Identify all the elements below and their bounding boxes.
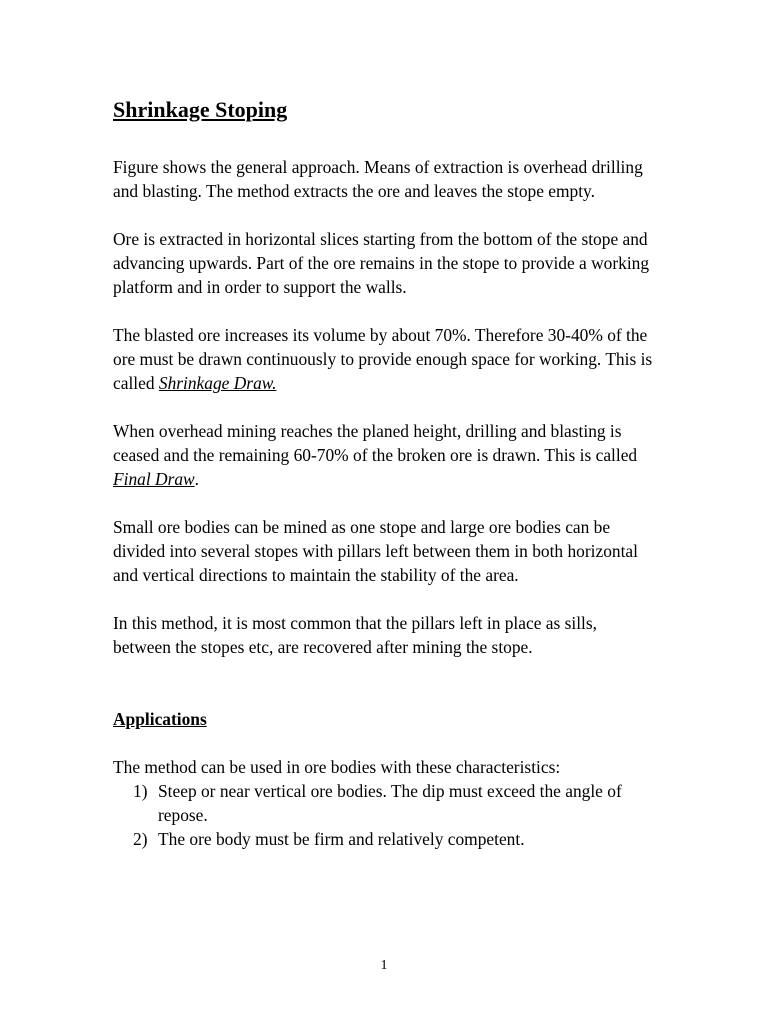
document-page <box>113 96 658 851</box>
list-item <box>113 827 658 851</box>
list-item-text: The ore body must be firm and relatively competent. <box>158 829 525 849</box>
paragraph-final-draw <box>113 419 658 491</box>
paragraph-ore-bodies: Small ore bodies can be mined as one stope and large ore bodies can be divided into several stopes with pillars left between them in both horizontal and vertical directions to maintain the stability of the area. <box>113 517 638 585</box>
paragraph-shrinkage-draw <box>113 323 658 395</box>
page-number: 1 <box>380 958 388 973</box>
paragraph-text: When overhead mining reaches the planed height, drilling and blasting is ceased and the remaining 60-70% of the broken ore is drawn. This is called <box>113 421 638 465</box>
paragraph-slices: Ore is extracted in horizontal slices starting from the bottom of the stope and advancing upwards. Part of the ore remains in the stope to provide a working platform and in order to support the walls. <box>113 229 650 297</box>
applications-list <box>113 779 658 851</box>
final-draw-link[interactable]: Final Draw <box>113 469 195 489</box>
paragraph-text-end: . <box>194 469 200 489</box>
list-item <box>113 779 658 827</box>
paragraph-text: The blasted ore increases its volume by about 70%. Therefore 30-40% of the ore must be drawn continuously to provide enough space for working. This is called <box>113 325 653 393</box>
paragraph-pillars: In this method, it is most common that the pillars left in place as sills, between the stopes etc, are recovered after mining the stope. <box>113 613 597 657</box>
list-item-number: 2) <box>133 829 148 849</box>
list-item-number: 1) <box>133 781 148 801</box>
list-item-text: Steep or near vertical ore bodies. The dip must exceed the angle of repose. <box>158 781 622 825</box>
shrinkage-draw-link[interactable]: Shrinkage Draw. <box>158 373 277 393</box>
paragraph-approach: Figure shows the general approach. Means of extraction is overhead drilling and blasting. The method extracts the ore and leaves the stope empty. <box>113 157 643 201</box>
applications-intro: The method can be used in ore bodies with these characteristics: <box>113 757 561 777</box>
page-title: Shrinkage Stoping <box>113 97 288 122</box>
applications-heading: Applications <box>113 709 207 729</box>
